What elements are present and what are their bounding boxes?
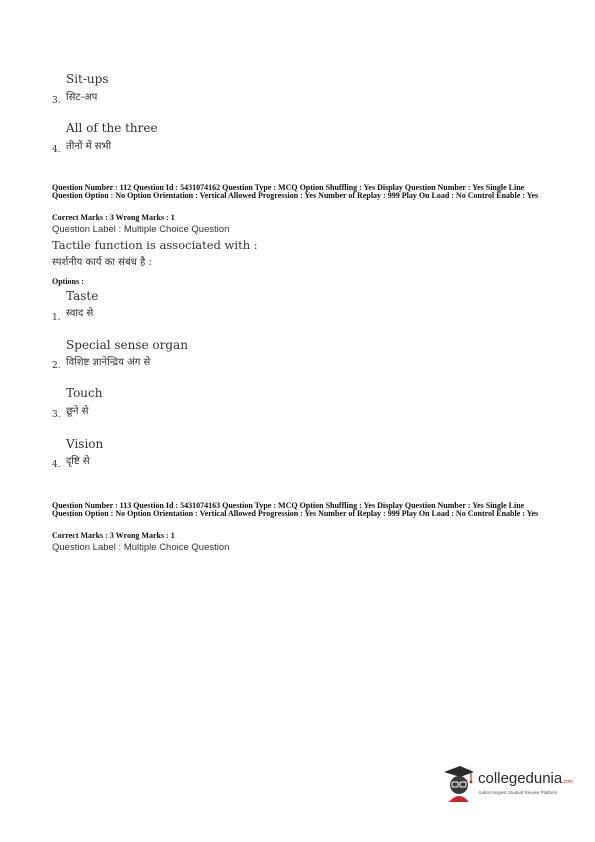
q112-option-4-hi: दृष्टि से — [66, 456, 90, 467]
prev-option-3-hi: सिट-अप — [66, 92, 98, 103]
prev-option-4-hi: तीनों में सभी — [66, 141, 112, 152]
q112-option-3-en: Touch — [66, 386, 103, 400]
q112-option-2-en: Special sense organ — [66, 338, 188, 352]
q112-marks: Correct Marks : 3 Wrong Marks : 1 — [52, 213, 175, 222]
q112-metadata: Question Number : 112 Question Id : 5431074162 Question Type : MCQ Option Shuffling : Yes Display Question Number : Yes Single Line Question Option : No Option Orientation : Vertical Allowed Progression : Yes Number of Replay : 999 Play On Load : No Control Enable : Yes — [52, 183, 539, 200]
q112-option-2-hi: विशिष्ट ज्ञानेन्द्रिय अंग से — [66, 357, 151, 368]
q112-option-2-number: 2. — [52, 361, 61, 371]
q112-option-1-hi: स्वाद से — [66, 308, 94, 319]
q113-marks: Correct Marks : 3 Wrong Marks : 1 — [52, 531, 175, 540]
prev-option-4-number: 4. — [52, 145, 61, 155]
q112-option-1-en: Taste — [66, 289, 99, 303]
q112-option-3-number: 3. — [52, 410, 61, 420]
logo-suffix: .com — [562, 779, 574, 785]
q112-options-heading: Options : — [52, 277, 84, 286]
q112-question-text-hi: स्पर्शनीय कार्य का संबंध है : — [52, 257, 152, 268]
q112-option-4-number: 4. — [52, 460, 61, 470]
q113-question-label: Question Label : Multiple Choice Question — [52, 542, 230, 553]
prev-option-3-en: Sit-ups — [66, 72, 109, 86]
collegedunia-logo — [440, 764, 580, 804]
q112-question-label: Question Label : Multiple Choice Question — [52, 224, 230, 235]
q112-question-text-en: Tactile function is associated with : — [52, 238, 258, 252]
prev-option-4-en: All of the three — [66, 121, 158, 135]
logo-tagline: India's largest Student Review Platform — [479, 790, 558, 795]
q112-option-4-en: Vision — [66, 437, 104, 451]
q113-metadata: Question Number : 113 Question Id : 5431074163 Question Type : MCQ Option Shuffling : Yes Display Question Number : Yes Single Line Question Option : No Option Orientation : Vertical Allowed Progression : Yes Number of Replay : 999 Play On Load : No Control Enable : Yes — [52, 501, 539, 518]
prev-option-3-number: 3. — [52, 96, 61, 106]
q112-option-3-hi: छूने से — [66, 406, 89, 417]
q112-option-1-number: 1. — [52, 313, 61, 323]
logo-name: collegedunia — [478, 770, 563, 787]
logo-wordmark — [478, 770, 573, 787]
mascot-icon — [440, 764, 476, 804]
